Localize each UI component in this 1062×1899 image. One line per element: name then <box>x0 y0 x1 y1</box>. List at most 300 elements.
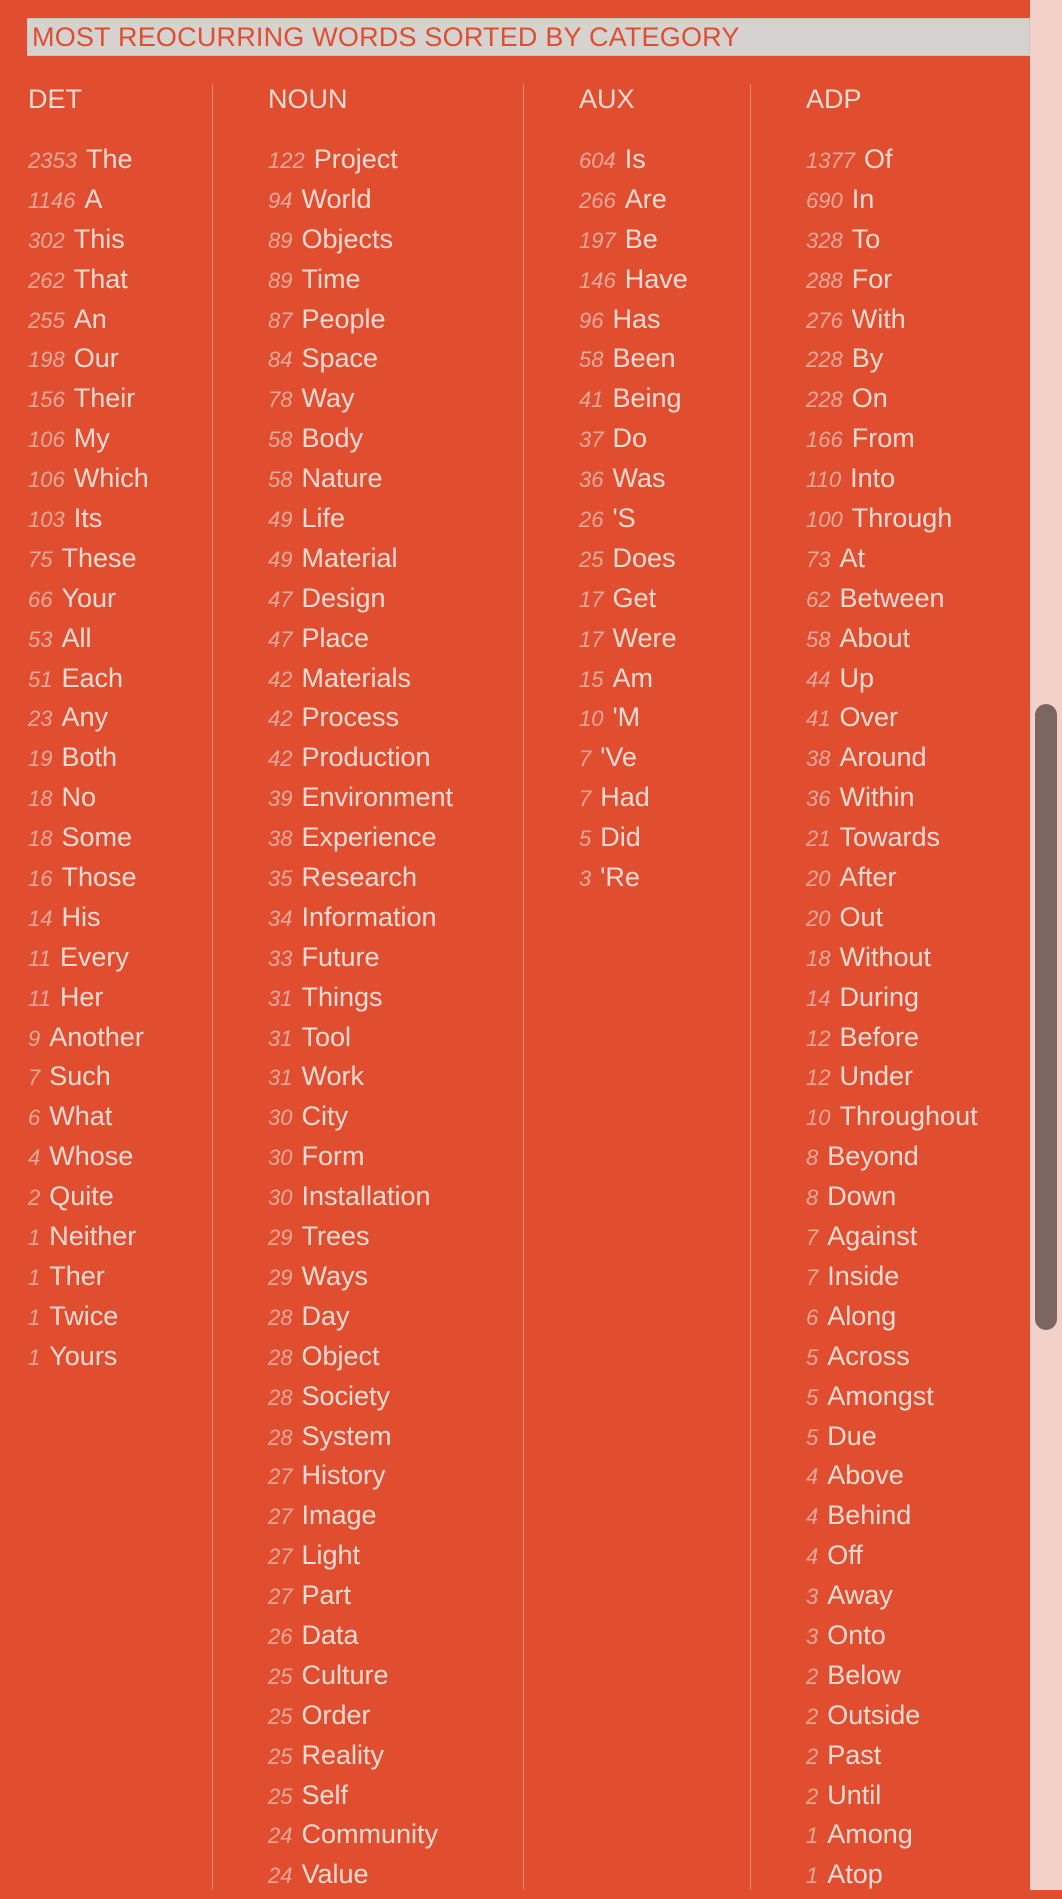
column-divider <box>750 84 751 1890</box>
word-label: Another <box>49 1021 144 1052</box>
word-count: 17 <box>579 626 604 652</box>
list-item <box>806 144 978 184</box>
word-count: 20 <box>806 905 831 931</box>
word-count: 28 <box>268 1344 293 1370</box>
word-label: Ways <box>301 1260 368 1291</box>
column-header: AUX <box>579 84 635 114</box>
word-label: Work <box>301 1061 364 1092</box>
word-label: Throughout <box>839 1101 978 1132</box>
list-item <box>806 1221 978 1261</box>
word-count: 255 <box>28 307 65 333</box>
word-count: 100 <box>806 507 843 533</box>
word-count: 38 <box>806 746 831 772</box>
word-label: City <box>301 1101 348 1132</box>
word-label: Those <box>61 862 137 893</box>
word-count: 228 <box>806 347 843 373</box>
list-item <box>28 822 149 862</box>
word-label: Data <box>301 1619 359 1650</box>
list-item <box>806 1181 978 1221</box>
list-item <box>806 862 978 902</box>
list-item <box>268 862 453 902</box>
list-item <box>268 623 453 663</box>
page-title-bar <box>27 18 1030 56</box>
word-count: 6 <box>28 1105 41 1131</box>
word-label: Against <box>827 1221 918 1252</box>
word-label: A <box>84 183 103 214</box>
word-count: 2 <box>28 1185 41 1211</box>
word-label: His <box>61 901 101 932</box>
list-item <box>579 663 688 703</box>
word-label: Place <box>301 622 370 653</box>
list-item <box>806 902 978 942</box>
column-header: ADP <box>806 84 862 114</box>
word-count: 25 <box>579 546 604 572</box>
word-label: Process <box>301 702 400 733</box>
list-item <box>28 304 149 344</box>
word-count: 27 <box>268 1584 293 1610</box>
word-count: 53 <box>28 626 53 652</box>
list-item <box>28 782 149 822</box>
list-item <box>28 982 149 1022</box>
list-item <box>806 1341 978 1381</box>
word-label: Space <box>301 343 379 374</box>
list-item <box>579 583 688 623</box>
word-count: 1 <box>806 1823 819 1849</box>
word-label: Material <box>301 542 398 573</box>
word-label: What <box>49 1101 113 1132</box>
word-label: Along <box>827 1300 897 1331</box>
word-label: Which <box>73 463 149 494</box>
word-label: Be <box>624 223 658 254</box>
word-count: 9 <box>28 1025 41 1051</box>
list-item <box>28 663 149 703</box>
word-label: Research <box>301 862 418 893</box>
word-count: 18 <box>806 945 831 971</box>
word-count: 198 <box>28 347 65 373</box>
word-label: Things <box>301 981 383 1012</box>
word-count: 25 <box>268 1703 293 1729</box>
list-item <box>268 423 453 463</box>
word-label: Day <box>301 1300 350 1331</box>
word-count: 41 <box>579 387 604 413</box>
word-count: 27 <box>268 1464 293 1490</box>
word-count: 30 <box>268 1185 293 1211</box>
word-label: Among <box>827 1819 913 1850</box>
list-item <box>28 1181 149 1221</box>
word-label: Away <box>827 1580 893 1611</box>
word-label: That <box>73 263 128 294</box>
word-count: 23 <box>28 706 53 732</box>
list-item <box>28 224 149 264</box>
word-count: 30 <box>268 1105 293 1131</box>
list-item <box>806 1061 978 1101</box>
list-item <box>268 822 453 862</box>
word-label: Life <box>301 503 346 534</box>
word-count: 197 <box>579 227 616 253</box>
word-count: 18 <box>28 826 53 852</box>
word-label: Below <box>827 1659 901 1690</box>
word-label: System <box>301 1420 392 1451</box>
word-label: To <box>851 223 881 254</box>
list-item <box>28 623 149 663</box>
word-count: 1377 <box>806 148 855 173</box>
list-item <box>268 982 453 1022</box>
word-count: 34 <box>268 905 293 931</box>
entry-list <box>806 144 978 1899</box>
list-item <box>268 583 453 623</box>
list-item <box>579 144 688 184</box>
word-count: 7 <box>806 1264 819 1290</box>
list-item <box>579 742 688 782</box>
word-count: 4 <box>806 1544 819 1570</box>
word-label: Every <box>59 941 129 972</box>
word-count: 690 <box>806 187 843 213</box>
column-adp <box>806 84 978 1899</box>
list-item <box>268 663 453 703</box>
list-item <box>806 1421 978 1461</box>
word-count: 1 <box>28 1304 41 1330</box>
word-label: Did <box>600 822 641 853</box>
word-count: 12 <box>806 1065 831 1091</box>
list-item <box>579 304 688 344</box>
word-count: 3 <box>579 866 592 892</box>
list-item <box>28 503 149 543</box>
word-count: 29 <box>268 1225 293 1251</box>
scrollbar-track[interactable] <box>1030 0 1062 1890</box>
word-label: Outside <box>827 1699 921 1730</box>
word-label: Across <box>827 1340 910 1371</box>
word-count: 19 <box>28 746 53 772</box>
list-item <box>28 184 149 224</box>
word-label: Trees <box>301 1221 370 1252</box>
word-label: These <box>61 542 137 573</box>
word-label: Our <box>73 343 119 374</box>
word-count: 24 <box>268 1823 293 1849</box>
word-label: Past <box>827 1739 882 1770</box>
list-item <box>28 1061 149 1101</box>
list-item <box>268 782 453 822</box>
list-item <box>806 1580 978 1620</box>
list-item <box>268 383 453 423</box>
column-divider <box>212 84 213 1890</box>
list-item <box>268 742 453 782</box>
list-item <box>28 423 149 463</box>
word-count: 66 <box>28 586 53 612</box>
list-item <box>28 1022 149 1062</box>
word-label: Experience <box>301 822 437 853</box>
entry-list <box>268 144 453 1899</box>
list-item <box>806 1101 978 1141</box>
word-label: About <box>839 622 911 653</box>
word-count: 604 <box>579 148 616 173</box>
word-count: 103 <box>28 507 65 533</box>
word-label: Objects <box>301 223 394 254</box>
list-item <box>268 1261 453 1301</box>
word-label: Without <box>839 941 932 972</box>
word-count: 39 <box>268 786 293 812</box>
word-count: 5 <box>806 1424 819 1450</box>
word-label: Off <box>827 1540 863 1571</box>
word-label: Being <box>612 383 682 414</box>
word-count: 51 <box>28 666 53 692</box>
list-item <box>806 1859 978 1899</box>
word-count: 4 <box>806 1504 819 1530</box>
word-label: Due <box>827 1420 877 1451</box>
word-count: 42 <box>268 706 293 732</box>
word-count: 35 <box>268 866 293 892</box>
entry-list <box>579 144 688 902</box>
list-item <box>579 862 688 902</box>
word-count: 15 <box>579 666 604 692</box>
word-label: Her <box>59 981 104 1012</box>
list-item <box>806 1500 978 1540</box>
list-item <box>806 1660 978 1700</box>
word-count: 31 <box>268 1025 293 1051</box>
word-count: 146 <box>579 267 616 293</box>
list-item <box>28 1101 149 1141</box>
word-label: Get <box>612 582 657 613</box>
list-item <box>268 1101 453 1141</box>
list-item <box>28 942 149 982</box>
word-count: 27 <box>268 1544 293 1570</box>
word-count: 42 <box>268 746 293 772</box>
word-count: 94 <box>268 187 293 213</box>
column-det <box>28 84 149 1381</box>
word-count: 106 <box>28 467 65 493</box>
word-count: 47 <box>268 626 293 652</box>
word-label: Information <box>301 901 437 932</box>
word-count: 11 <box>28 945 51 971</box>
list-item <box>268 1740 453 1780</box>
word-count: 25 <box>268 1783 293 1809</box>
word-count: 10 <box>579 706 604 732</box>
list-item <box>806 982 978 1022</box>
list-item <box>806 423 978 463</box>
word-count: 42 <box>268 666 293 692</box>
list-item <box>268 343 453 383</box>
word-count: 17 <box>579 586 604 612</box>
list-item <box>806 782 978 822</box>
scrollbar-thumb[interactable] <box>1035 704 1057 1330</box>
list-item <box>579 224 688 264</box>
word-label: Ther <box>49 1260 105 1291</box>
word-label: Image <box>301 1500 377 1531</box>
list-item <box>28 583 149 623</box>
list-item <box>579 264 688 304</box>
word-label: The <box>85 144 133 174</box>
word-count: 3 <box>806 1584 819 1610</box>
list-item <box>268 463 453 503</box>
word-count: 28 <box>268 1424 293 1450</box>
word-label: Nature <box>301 463 383 494</box>
list-item <box>28 1301 149 1341</box>
word-label: With <box>851 303 906 334</box>
list-item <box>268 1381 453 1421</box>
word-count: 14 <box>28 905 53 931</box>
word-label: Culture <box>301 1659 389 1690</box>
word-count: 288 <box>806 267 843 293</box>
word-label: Design <box>301 582 386 613</box>
word-label: Body <box>301 423 364 454</box>
word-label: Yours <box>49 1340 118 1371</box>
list-item <box>806 1620 978 1660</box>
list-item <box>268 1620 453 1660</box>
list-item <box>806 1301 978 1341</box>
word-count: 228 <box>806 387 843 413</box>
word-label: Have <box>624 263 688 294</box>
list-item <box>806 1381 978 1421</box>
list-item <box>806 1700 978 1740</box>
list-item <box>806 702 978 742</box>
word-count: 276 <box>806 307 843 333</box>
list-item <box>806 1022 978 1062</box>
list-item <box>579 423 688 463</box>
word-label: Within <box>839 782 915 813</box>
word-label: Part <box>301 1580 352 1611</box>
word-label: In <box>851 183 875 214</box>
list-item <box>268 1301 453 1341</box>
list-item <box>579 782 688 822</box>
word-label: Beyond <box>827 1141 919 1172</box>
word-count: 122 <box>268 148 305 173</box>
word-label: At <box>839 542 865 573</box>
word-count: 37 <box>579 427 604 453</box>
word-count: 4 <box>806 1464 819 1490</box>
word-label: Each <box>61 662 124 693</box>
word-label: Has <box>612 303 661 334</box>
word-label: Amongst <box>827 1380 934 1411</box>
word-label: Between <box>839 582 945 613</box>
word-label: Into <box>850 463 896 494</box>
word-count: 106 <box>28 427 65 453</box>
word-label: Future <box>301 941 380 972</box>
page-title: MOST REOCURRING WORDS SORTED BY CATEGORY <box>32 21 740 52</box>
list-item <box>806 1540 978 1580</box>
list-item <box>806 1460 978 1500</box>
list-item <box>579 383 688 423</box>
word-label: Project <box>313 144 398 174</box>
list-item <box>806 503 978 543</box>
list-item <box>806 663 978 703</box>
word-label: Their <box>73 383 136 414</box>
word-label: World <box>301 183 372 214</box>
column-header: NOUN <box>268 84 348 114</box>
word-label: Had <box>600 782 650 813</box>
word-label: Atop <box>827 1859 883 1890</box>
list-item <box>268 902 453 942</box>
word-count: 1 <box>806 1863 819 1889</box>
word-label: Was <box>612 463 666 494</box>
word-label: Both <box>61 742 118 773</box>
list-item <box>806 184 978 224</box>
word-label: Form <box>301 1141 365 1172</box>
word-label: Quite <box>49 1181 114 1212</box>
list-item <box>28 902 149 942</box>
word-count: 12 <box>806 1025 831 1051</box>
list-item <box>268 144 453 184</box>
list-item <box>579 623 688 663</box>
word-count: 26 <box>579 507 604 533</box>
list-item <box>268 1181 453 1221</box>
word-label: By <box>851 343 884 374</box>
word-label: Environment <box>301 782 454 813</box>
list-item <box>28 264 149 304</box>
word-label: Inside <box>827 1260 900 1291</box>
list-item <box>806 1740 978 1780</box>
word-label: Reality <box>301 1739 385 1770</box>
word-count: 49 <box>268 507 293 533</box>
list-item <box>268 503 453 543</box>
word-label: Onto <box>827 1619 886 1650</box>
word-label: An <box>73 303 107 334</box>
list-item <box>28 1221 149 1261</box>
word-label: Down <box>827 1181 897 1212</box>
column-header: DET <box>28 84 82 114</box>
word-count: 166 <box>806 427 843 453</box>
list-item <box>268 1022 453 1062</box>
list-item <box>28 862 149 902</box>
word-count: 33 <box>268 945 293 971</box>
list-item <box>268 1700 453 1740</box>
word-count: 6 <box>806 1304 819 1330</box>
list-item <box>268 1141 453 1181</box>
list-item <box>268 1540 453 1580</box>
word-label: Of <box>863 144 893 174</box>
word-label: Its <box>73 503 103 534</box>
word-label: Do <box>612 423 647 454</box>
word-count: 58 <box>806 626 831 652</box>
word-count: 96 <box>579 307 604 333</box>
list-item <box>579 184 688 224</box>
word-label: Order <box>301 1699 371 1730</box>
word-label: For <box>851 263 893 294</box>
word-label: Some <box>61 822 133 853</box>
word-label: Is <box>624 144 646 174</box>
word-label: Way <box>301 383 355 414</box>
word-label: Self <box>301 1779 349 1810</box>
list-item <box>268 1341 453 1381</box>
word-label: Society <box>301 1380 391 1411</box>
word-count: 7 <box>806 1225 819 1251</box>
list-item <box>268 304 453 344</box>
word-label: Value <box>301 1859 369 1890</box>
list-item <box>806 1819 978 1859</box>
word-label: Above <box>827 1460 904 1491</box>
word-label: 'M <box>612 702 641 733</box>
word-count: 29 <box>268 1264 293 1290</box>
word-label: Neither <box>49 1221 137 1252</box>
list-item <box>806 343 978 383</box>
list-item <box>268 1421 453 1461</box>
word-count: 41 <box>806 706 831 732</box>
word-label: Were <box>612 622 677 653</box>
word-count: 14 <box>806 985 831 1011</box>
list-item <box>28 463 149 503</box>
word-count: 7 <box>579 786 592 812</box>
word-count: 62 <box>806 586 831 612</box>
word-label: Out <box>839 901 884 932</box>
word-label: Behind <box>827 1500 912 1531</box>
list-item <box>806 463 978 503</box>
word-label: Through <box>851 503 953 534</box>
list-item <box>806 383 978 423</box>
word-count: 2 <box>806 1703 819 1729</box>
word-label: Over <box>839 702 898 733</box>
word-label: During <box>839 981 920 1012</box>
word-count: 16 <box>28 866 53 892</box>
list-item <box>28 742 149 782</box>
word-count: 266 <box>579 187 616 213</box>
